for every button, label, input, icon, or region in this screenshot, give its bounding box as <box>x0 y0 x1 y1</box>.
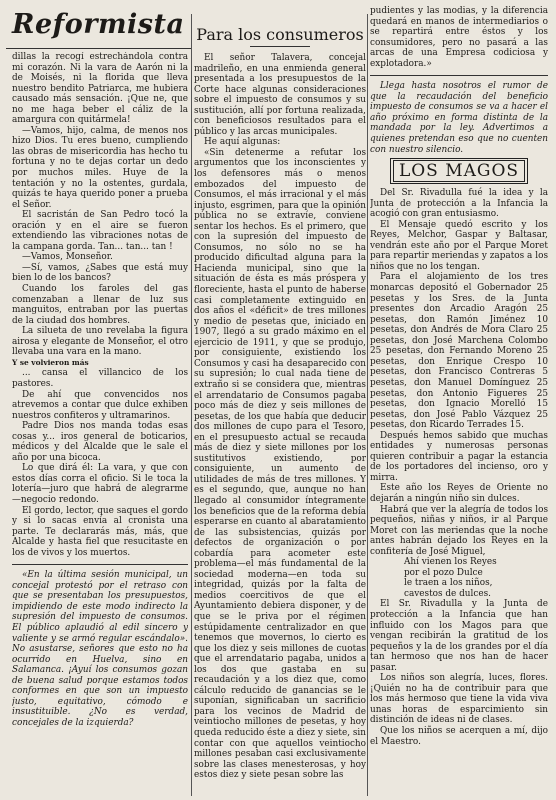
paragraph: El sacristán de San Pedro tocó la oración y en el aire se fueron extendiendo las vibraciones notas de la campana gorda. Tan... tan... tan ! <box>12 210 188 252</box>
section-divider <box>370 75 548 76</box>
paragraph: Después hemos sabido que muchas entidades y numerosas personas quieren contribuir a pagar la estancia de los portadores del incienso, oro y mirra. <box>370 430 548 483</box>
verse-line: cavestos de dulces. <box>404 588 491 599</box>
paragraph: Cuando los faroles del gas comenzaban a llenar de luz sus manguitos, entraban por las puertas de la ciudad dos hombres. <box>12 284 188 326</box>
masthead-rule <box>6 48 192 49</box>
paragraph: El señor Talavera, concejal madrileño, en una enmienda general presentada a los presupuestos de la Corte hace algunas consideraciones sobre el impuesto de consumos y su sustitución, allí por fortuna realizada, con beneficiosos resultados para el público y las arcas municipales. <box>194 53 366 137</box>
article-title-box <box>390 158 528 184</box>
verse-line: le traen a los niños, <box>404 578 493 589</box>
column-left <box>12 52 188 796</box>
article-title: Para los consumeros <box>196 26 364 44</box>
paragraph: Para el alojamiento de los tres monarcas depositó el Gobernador 25 pesetas y los Sres. de la Junta presentes don Arcadio Aragón 25 pesetas, don Ramón Jiménez 10 pesetas, don Andrés de Mora Claro 25 pesetas, don José Marchena Colombo 25 pesetas, don Fernando Moreno 25 pesetas, don Enrique Crespo 10 pesetas, don Francisco Contreras 5 pesetas, don Manuel Domínguez 25 pesetas, don Antonio Figueres 25 pesetas, don Ignacio Morelló 15 pesetas, don José Pablo Vázquez 25 pesetas, don Ricardo Terrades 15. <box>370 272 548 431</box>
paragraph: El gordo, lector, que saques el gordo y si lo sacas envía al cronista una parte. Te declararás más, más, que Alcalde y hasta fiel que resucitaste en los de vivos y los muertos. <box>12 505 188 558</box>
paragraph: La silueta de uno revelaba la figura airosa y elegante de Monseñor, el otro llevaba una vara en la mano. <box>12 326 188 358</box>
masthead-title: Reformista <box>12 9 185 40</box>
section-subhead: Y se volvieron más <box>12 357 89 367</box>
paragraph: Del Sr. Rivadulla fué la idea y la Junta de protección a la Infancia la acogió con gran entusiasmo. <box>370 188 548 220</box>
column-divider <box>367 14 368 796</box>
paragraph: Lo que dirá él: La vara, y que con estos días corra el oficio. Si le toca la lotería—juro que habrá de alegrarme—negocio redondo. <box>12 463 188 505</box>
paragraph: El Sr. Rivadulla y la Junta de protección a la Infancia que han influido con los Magos para que vengan recibirán la gratitud de los pequeños y la de los grandes por el día tan hermoso que nos han de hacer pasar. <box>370 599 548 673</box>
paragraph: dillas la recogí estrechándola contra mi corazón. Ni la vara de Aarón ni la de Moisés, ni la florida que lleva nuestro bendito Patriarca, me hubiera causado más sensación. ¡Que ne, que no me haga beber el cáliz de la amargura con quitármela! <box>12 52 188 126</box>
paragraph: —Sí, vamos, ¿Sabes que está muy bien lo de los bancos? <box>12 262 188 284</box>
verse-line: por el pozo Dulce <box>404 567 483 578</box>
paragraph: Los niños son alegría, luces, flores. ¡Quién no ha de contribuir para que los más hermoso que tiene la vida viva unas horas de esparcimiento sin distinción de ideas ni de clases. <box>370 673 548 726</box>
title-rule <box>250 46 310 47</box>
paragraph: Habrá que ver la alegría de todos los pequeños, niñas y niños, ir al Parque Moret con las meriendas que la noche antes habrán dejado los Reyes en la confitería de José Miguel, <box>370 504 548 557</box>
paragraph: Este año los Reyes de Oriente no dejarán a ningún niño sin dulces. <box>370 483 548 504</box>
paragraph: De ahí que convencidos nos atrevemos a contar que dulce exhiben nuestros confiteros y ultramarinos. <box>12 389 188 421</box>
paragraph: He aquí algunas: <box>204 137 281 148</box>
column-right <box>370 6 548 796</box>
italic-note: Llega hasta nosotros el rumor de que la recaudación del beneficio impuesto de consumos se va a hacer el año próximo en forma distinta de la mandada por la ley. Advertimos a quienes pretendan eso que no cuenten con nuestro silencio. <box>370 81 548 155</box>
column-center <box>194 26 366 796</box>
paragraph: —Vamos, Monseñor. <box>22 252 113 263</box>
paragraph: Padre Dios nos manda todas esas cosas y... iros general de boticarios, médicos y del Alcalde que le sale el año por una bicoca. <box>12 421 188 463</box>
paragraph: «Sin detenerme a refutar los argumentos que los inconscientes y los defensores más o menos embozados del impuesto de Consumos, el más irracional y el más injusto, esgrimen, para que la opinión pública no se extravíe, conviene sentar los hechos. Es el primero, que con la supresión del impuesto de Consumos, no sólo no se ha producido dificultad alguna para la Hacienda municipal, sino que la situación de ésta es más próspera y floreciente, hasta el punto de haberse casi completamente extinguido en dos años el «déficit» de tres millones y medio de pesetas que, iniciado en 1907, llegó a su grado máximo en el ejercicio de 1911, y que se produjo, por consiguiente, existiendo los Consumos y casi ha desaparecido con su supresión; lo cual nada tiene de extraño si se considera que, mientras el arrendatario de Consumos pagaba poco más de diez y seis millones de pesetas, de los que había que deducir dos millones de cupo para el Tesoro, en el presupuesto actual se recauda más de diez y siete millones por los sustitutivos existiendo, por consiguiente, un aumento de utilidades de más de tres millones. Y es el segundo, que, aunque no han llegado al consumidor íntegramente los beneficios que de la reforma debía esperarse en cuanto al abaratamiento de las subsistencias, quizás por defectos de organización o por cobardía para acometer este problema—el más fundamental de la sociedad moderna—en toda su integridad, quizás por la falta de medios coercitivos de que el Ayuntamiento debiera disponer, y de que se le priva por el régimen estúpidamente centralizador en que tenemos que movernos, lo cierto es que los diez y seis millones de cuotas que el arrendatario pagaba, unidos a los dos que gastaba en su recaudación y a los diez que, como cálculo reducido de ganancias se le suponían, significaban un sacrificio para los vecinos de Madrid de veintiocho millones de pesetas, y hoy queda reducido éste a diez y siete, sin contar con que aquellos veintiocho millones pesaban casi exclusivamente sobre las clases menesterosas, y hoy estos diez y siete pesan sobre las <box>194 147 366 781</box>
paragraph: ... cansa el villancico de los pastores. <box>12 368 188 389</box>
italic-note: «En la última sesión municipal, un concejal protestó por el retraso con que se presentaban los presupuestos, impidiendo de este modo indirecto la supresión del impuesto de consumos. El público aplaudió al edil sincero y valiente y se armó regular escándalo». No asustarse, señores que esto no ha ocurrido en Huelva, sino en Salamanca. ¡Ayuí los consumos gozan de buena salud porque estamos todos conformes en que son un impuesto justo, equitativo, cómodo e insustituible. ¿No es verdad, concejales de la izquierda? <box>12 570 188 728</box>
paragraph: —Vamos, hijo, calma, de menos nos hizo Dios. Tu eres bueno, cumpliendo las obras de misericordia has hecho tu fortuna y no te dejas cortar un dedo por muchos miles. Huye de la tentación y no la ostentes, gurdala, quizás te haya querido poner a prueba el Señor. <box>12 125 188 210</box>
paragraph: El Mensaje quedó escrito y los Reyes, Melchor, Gaspar y Baltasar, vendrán este año por el Parque Moret para repartir meriendas y zapatos a los niños que no los tengan. <box>370 219 548 272</box>
paragraph: pudientes y las modias, y la diferencia quedará en manos de intermediarios o se repartirá entre éstos y los consumidores, pero no pasará a las arcas de una Empresa codiciosa y explotadora.» <box>370 6 548 69</box>
column-divider <box>191 14 192 796</box>
section-divider <box>12 564 188 565</box>
article-title: LOS MAGOS <box>393 160 525 182</box>
verse-line: Ahí vienen los Reyes <box>404 557 497 568</box>
paragraph: Que los niños se acerquen a mí, dijo el Maestro. <box>370 726 548 747</box>
